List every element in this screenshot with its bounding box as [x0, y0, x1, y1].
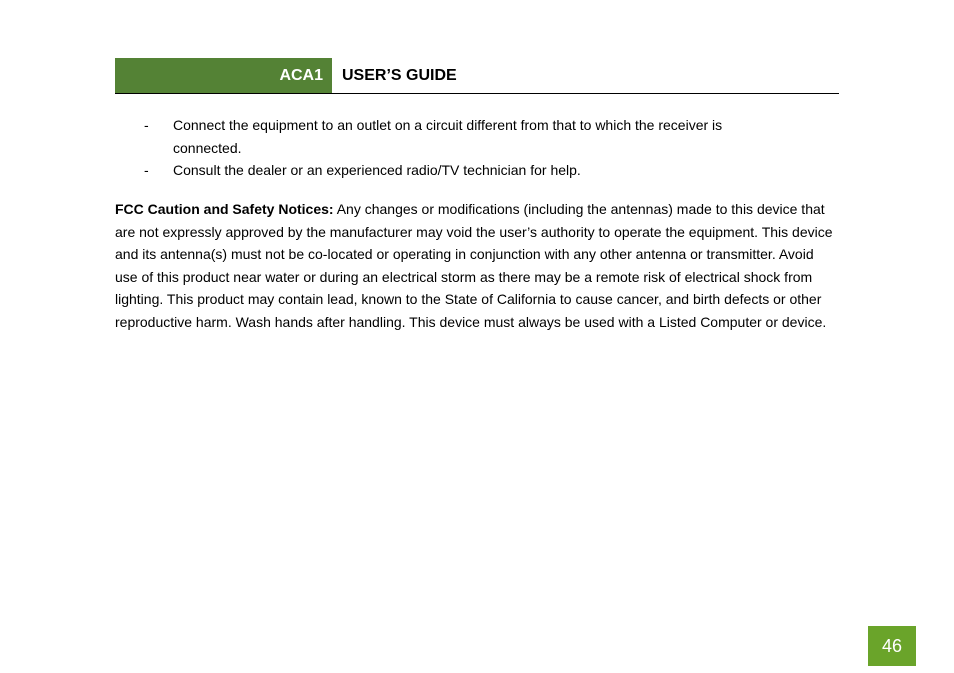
page-number: 46: [868, 626, 916, 666]
bullet-item-outlet: [144, 114, 794, 159]
fcc-notice-label: FCC Caution and Safety Notices:: [115, 201, 334, 217]
bullet-text: Connect the equipment to an outlet on a circuit different from that to which the receiver is connected.: [173, 117, 723, 156]
fcc-notice-text: Any changes or modifications (including the antennas) made to this device that are not expressly approved by the manufacturer may void the user’s authority to operate the equipment. This device and its antenna(s) must not be co-located or operating in conjunction with any other antenna or transmitter. Avoid use of this product near water or during an electrical storm as there may be a remote risk of electrical shock from lighting. This product may contain lead, known to the State of California to cause cancer, and birth defects or other reproductive harm. Wash hands after handling. This device must always be used with a Listed Computer or device.: [115, 201, 833, 330]
header-divider: [115, 93, 839, 94]
bullet-marker: -: [144, 162, 149, 178]
header-model-band: [115, 58, 332, 93]
bullet-text: Consult the dealer or an experienced radio/TV technician for help.: [173, 162, 581, 178]
fcc-notice-paragraph: [115, 198, 839, 333]
bullet-item-dealer: [144, 159, 794, 182]
header-model-label: ACA1: [279, 67, 323, 84]
bullet-marker: -: [144, 117, 149, 133]
bullet-list: [144, 114, 794, 182]
header-guide-title: USER’S GUIDE: [342, 67, 457, 84]
